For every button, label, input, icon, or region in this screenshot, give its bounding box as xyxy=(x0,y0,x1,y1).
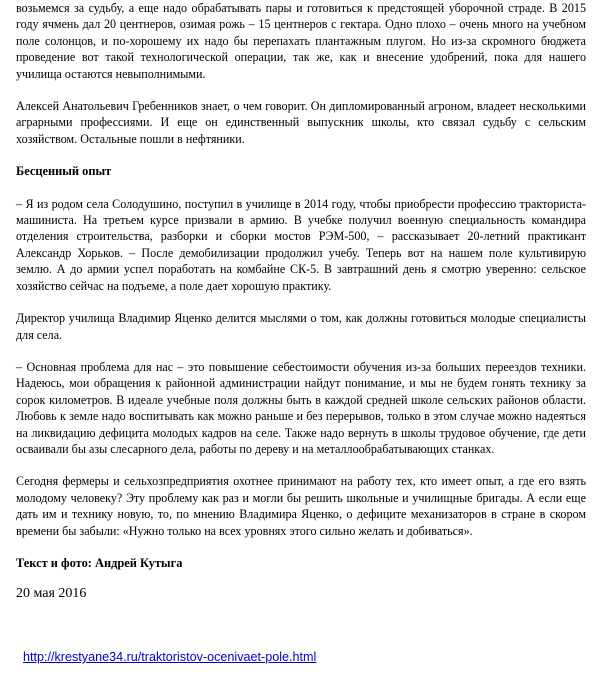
author-credit: Текст и фото: Андрей Кутыга xyxy=(16,555,183,570)
paragraph-conclusion: Сегодня фермеры и сельхозпредприятия охотнее принимают на работу тех, кто имеет опыт, а где его взять молодому человеку? Эту проблему как раз и могли бы решить школьные и училищные бригады. А если еще дать им и технику новую, то, по мнению Владимира Яценко, о дефиците механизаторов в стране в скором времени бы забыли: «Нужно только на всех уровнях этого сильно желать и добиваться». xyxy=(16,474,586,538)
paragraph-director-intro: Директор училища Владимир Яценко делится мыслями о том, как должны готовиться молодые специалисты для села. xyxy=(16,311,586,342)
section-heading: Бесценный опыт xyxy=(16,164,112,179)
source-link[interactable]: http://krestyane34.ru/traktoristov-ocenivaet-pole.html xyxy=(23,650,317,664)
paragraph-director-quote: – Основная проблема для нас – это повышение себестоимости обучения из-за больших переездов техники. Надеюсь, мои обращения к районной администрации найдут понимание, и мы не будем гонять технику за сорок километров. В идеале учебные поля должны быть в каждой средней школе сельских районов области. Любовь к земле надо воспитывать как можно раньше и без перерывов, только в этом случае можно надеяться на ликвидацию дефицита молодых кадров на селе. Также надо вернуть в школы трудовое обучение, где дети осваивали бы азы слесарного дела, работы по дереву и на металлообрабатывающих станках. xyxy=(16,359,586,456)
article-body xyxy=(16,0,586,603)
publication-date: 20 мая 2016 xyxy=(16,586,87,602)
paragraph-yield: возьмемся за судьбу, а еще надо обрабатывать пары и готовиться к предстоящей уборочной страде. В 2015 году ячмень дал 20 центнеров, озимая рожь – 15 центнеров с гектара. Одно плохо – очень много на учебном поле солонцов, и по-хорошему их надо бы перепахать плантажным плугом. Но из-за скромного бюджета проведение вот такой технологической операции, так же, как и внесение удобрений, пока для нашего училища остаются невыполнимыми. xyxy=(16,1,586,81)
paragraph-agronomist: Алексей Анатольевич Гребенников знает, о чем говорит. Он дипломированный агроном, владеет несколькими аграрными профессиями. И еще он единственный выпускник школы, кто связал судьбу с сельским хозяйством. Остальные пошли в нефтяники. xyxy=(16,99,586,146)
paragraph-trainee-quote: – Я из родом села Солодушино, поступил в училище в 2014 году, чтобы приобрести профессию тракториста-машиниста. На третьем курсе призвали в армию. В учебке получил военную специальность командира отделения строительства, разборки и сборки мостов РЭМ-500, – рассказывает 20-летний практикант Александр Хорьков. – После демобилизации продолжил учебу. Теперь вот на нашем поле культивирую землю. А до армии успел поработать на комбайне СК-5. В завтрашний день я смотрю уверенно: сельское хозяйство сейчас на подъеме, а поле дает хорошую практику. xyxy=(16,196,586,293)
